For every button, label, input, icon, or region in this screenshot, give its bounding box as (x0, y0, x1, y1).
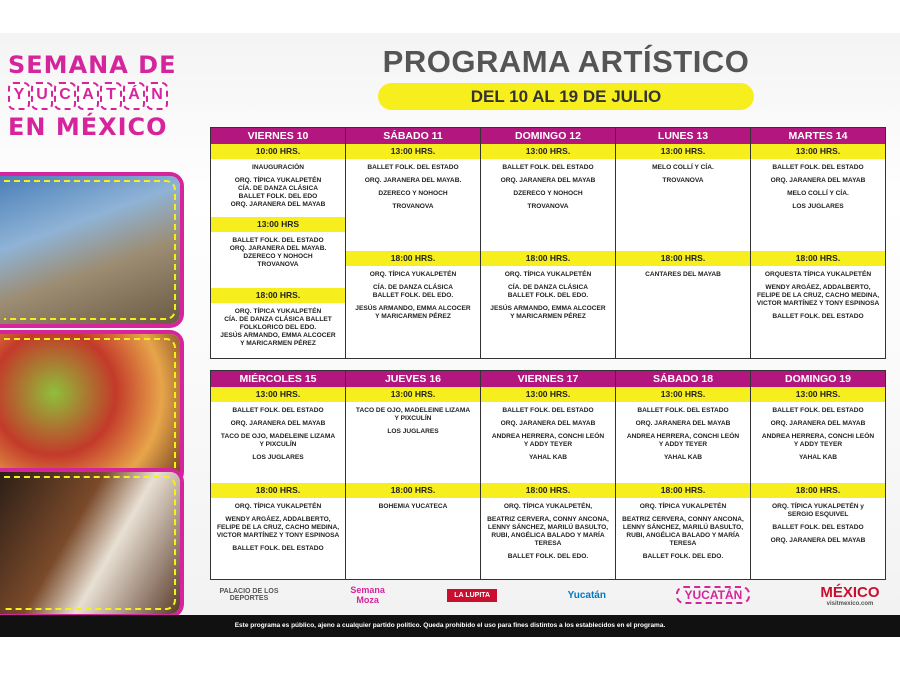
logo-letter: A (77, 82, 99, 110)
time-slot: 13:00 HRS. (616, 144, 750, 159)
performer: JESÚS ARMANDO, EMMA ALCOCER Y MARICARMEN PÉREZ (490, 305, 606, 320)
time-slot: 13:00 HRS. (481, 144, 615, 159)
performers-list (211, 303, 345, 359)
performer: MELO COLLÍ Y CÍA. (652, 164, 714, 171)
performers-list (481, 159, 615, 251)
bottom-white-bar (0, 637, 900, 675)
performers-list (751, 402, 885, 483)
performer: ORQUESTA TÍPICA YUKALPETÉN (764, 271, 872, 278)
performers-list (481, 402, 615, 483)
logo-palacio: PALACIO DE LOS DEPORTES (219, 588, 279, 602)
performer: ORQ. JARANERA DEL MAYAB (770, 537, 866, 544)
performer: BALLET FOLK. DEL ESTADO (502, 407, 594, 414)
logo-la-lupita: LA LUPITA (447, 589, 497, 602)
performer: BALLET FOLK. DEL ESTADO ORQ. JARANERA DEL MAYAB. DZERECO Y NOHOCH TROVANOVA (229, 237, 327, 268)
performer: ORQ. JARANERA DEL MAYAB (635, 420, 731, 427)
time-slot: 13:00 HRS. (346, 387, 480, 402)
photo-frame-dashes (4, 476, 176, 610)
day-header: SÁBADO 11 (346, 128, 480, 144)
logo-line-1: SEMANA DE (8, 51, 177, 79)
performer: ORQ. TÍPICA YUKALPETÉN (639, 503, 727, 510)
logo-mexico-word: MÉXICO (820, 583, 880, 601)
performer: BALLET FOLK. DEL EDO. (507, 553, 589, 560)
performer: CANTARES DEL MAYAB (645, 271, 721, 278)
day-column (481, 128, 616, 358)
logo-letter: Y (8, 82, 30, 110)
performer: ORQ. TÍPICA YUKALPETÉN y SERGIO ESQUIVEL (772, 503, 864, 518)
day-column (346, 128, 481, 358)
performer: BALLET FOLK. DEL ESTADO (772, 524, 864, 531)
performers-list (481, 266, 615, 358)
performer: LOS JUGLARES (252, 454, 304, 461)
performers-list (211, 498, 345, 579)
time-slot: 18:00 HRS. (481, 251, 615, 266)
performer: CÍA. DE DANZA CLÁSICA BALLET FOLK. DEL EDO. (372, 284, 454, 299)
performer: LOS JUGLARES (387, 428, 439, 435)
performer: BALLET FOLK. DEL ESTADO (232, 545, 324, 552)
time-slot: 18:00 HRS. (346, 483, 480, 498)
day-header: JUEVES 16 (346, 371, 480, 387)
performer: ORQ. TÍPICA YUKALPETÉN (369, 271, 457, 278)
performers-list (616, 266, 750, 358)
day-column (211, 128, 346, 358)
performer: DZERECO Y NOHOCH (378, 190, 448, 197)
performer: ORQ. TÍPICA YUKALPETÉN (234, 503, 322, 510)
time-slot: 13:00 HRS. (211, 387, 345, 402)
performers-list (616, 498, 750, 579)
performer: ORQ. JARANERA DEL MAYAB (500, 177, 596, 184)
day-column (481, 371, 616, 579)
performer: DZERECO Y NOHOCH (513, 190, 583, 197)
time-slot: 13:00 HRS. (751, 387, 885, 402)
performer: BALLET FOLK. DEL ESTADO (772, 407, 864, 414)
performers-list (346, 402, 480, 483)
performer: WENDY ARGÁEZ, ADDALBERTO, FELIPE DE LA CRUZ, CACHO MEDINA, VICTOR MARTÍNEZ Y TONY ESPINOSA (216, 516, 340, 539)
performer: WENDY ARGÁEZ, ADDALBERTO, FELIPE DE LA CRUZ, CACHO MEDINA, VICTOR MARTÍNEZ Y TONY ESPINOSA (756, 284, 880, 307)
time-slot: 18:00 HRS. (211, 288, 345, 303)
performer: ANDREA HERRERA, CONCHI LEÓN Y ADDY TEYER (491, 433, 605, 448)
day-header: MIÉRCOLES 15 (211, 371, 345, 387)
performers-list (751, 266, 885, 358)
logo-letter: Á (123, 82, 145, 110)
performer: BALLET FOLK. DEL ESTADO (502, 164, 594, 171)
logo-letter: N (146, 82, 168, 110)
logo-line-3: EN MÉXICO (8, 113, 168, 141)
performer: BALLET FOLK. DEL ESTADO (637, 407, 729, 414)
schedule-week-1 (210, 127, 886, 359)
performer: ANDREA HERRERA, CONCHI LEÓN Y ADDY TEYER (626, 433, 740, 448)
performer: BEATRIZ CERVERA, CONNY ANCONA, LENNY SÁNCHEZ, MARILÚ BASULTO, RUBI, ANGÉLICA BALADO Y MARÍA TERESA (622, 516, 744, 547)
performer: BALLET FOLK. DEL EDO. (642, 553, 724, 560)
performer: JESÚS ARMANDO, EMMA ALCOCER Y MARICARMEN PÉREZ (355, 305, 471, 320)
day-column (346, 371, 481, 579)
page-title: PROGRAMA ARTÍSTICO (382, 44, 750, 79)
performer: ORQ. JARANERA DEL MAYAB (500, 420, 596, 427)
day-header: LUNES 13 (616, 128, 750, 144)
performer: ANDREA HERRERA, CONCHI LEÓN Y ADDY TEYER (761, 433, 875, 448)
time-slot: 18:00 HRS. (616, 251, 750, 266)
performer: CÍA. DE DANZA CLÁSICA BALLET FOLK. DEL EDO. (507, 284, 589, 299)
time-slot: 18:00 HRS. (481, 483, 615, 498)
performers-list (211, 232, 345, 288)
legal-footer: Este programa es público, ajeno a cualquier partido político. Queda prohibido el uso para fines distintos a los establecidos en el programa. (0, 615, 900, 637)
performers-list (616, 159, 750, 251)
performer: ORQ. TÍPICA YUKALPETÉN CÍA. DE DANZA CLÁSICA BALLET FOLKLORICO DEL EDO. JESÚS ARMANDO, EMMA ALCOCER Y MARICARMEN PÉREZ (220, 307, 336, 347)
performer: BEATRIZ CERVERA, CONNY ANCONA, LENNY SÁNCHEZ, MARILÚ BASULTO, RUBI, ANGÉLICA BALADO Y MARÍA TERESA (487, 516, 609, 547)
performers-list (346, 266, 480, 358)
logo-yucatan-letters (8, 82, 193, 110)
performer: ORQ. TÍPICA YUKALPETÉN (504, 271, 592, 278)
photo-dancer (0, 468, 184, 618)
day-column (751, 128, 885, 358)
performers-list (481, 498, 615, 579)
logo-letter: C (54, 82, 76, 110)
performers-list (211, 159, 345, 217)
performer: BALLET FOLK. DEL ESTADO (772, 313, 864, 320)
performer: TROVANOVA (392, 203, 434, 210)
performer: ORQ. JARANERA DEL MAYAB (770, 177, 866, 184)
photo-food (0, 330, 184, 486)
day-header: MARTES 14 (751, 128, 885, 144)
time-slot: 13:00 HRS (211, 217, 345, 232)
day-column (616, 371, 751, 579)
performer: YAHAL KAB (798, 454, 838, 461)
sponsor-logos (210, 578, 890, 612)
photo-frame-dashes (4, 180, 176, 320)
photo-frame-dashes (4, 338, 176, 478)
performer: BALLET FOLK. DEL ESTADO (367, 164, 459, 171)
date-range-banner: DEL 10 AL 19 DE JULIO (378, 83, 754, 110)
time-slot: 18:00 HRS. (346, 251, 480, 266)
performer: TROVANOVA (527, 203, 569, 210)
performers-list (616, 402, 750, 483)
day-header: VIERNES 17 (481, 371, 615, 387)
performer: ORQ. JARANERA DEL MAYAB (230, 420, 326, 427)
time-slot: 18:00 HRS. (211, 483, 345, 498)
time-slot: 10:00 HRS. (211, 144, 345, 159)
performers-list (211, 402, 345, 483)
performer: TACO DE OJO, MADELEINE LIZAMA Y PIXCULÍN (355, 407, 471, 422)
time-slot: 13:00 HRS. (481, 387, 615, 402)
day-header: SÁBADO 18 (616, 371, 750, 387)
schedule-week-2 (210, 370, 886, 580)
performers-list (346, 159, 480, 251)
logo-mexico (810, 584, 890, 607)
day-header: DOMINGO 12 (481, 128, 615, 144)
photo-pyramid (0, 172, 184, 328)
day-column (616, 128, 751, 358)
performer: LOS JUGLARES (792, 203, 844, 210)
logo-yucatan: Yucatán (567, 589, 606, 601)
logo-semana: Semana Moza (350, 585, 385, 605)
performer: ORQ. JARANERA DEL MAYAB. (364, 177, 462, 184)
performer: BOHEMIA YUCATECA (378, 503, 448, 510)
performer: TACO DE OJO, MADELEINE LIZAMA Y PIXCULÍN (220, 433, 336, 448)
day-column (211, 371, 346, 579)
day-header: DOMINGO 19 (751, 371, 885, 387)
performer: BALLET FOLK. DEL ESTADO (232, 407, 324, 414)
logo-yucatan-brand: YUCATÁN (676, 586, 750, 604)
performers-list (751, 159, 885, 251)
performer: MELO COLLÍ Y CÍA. (787, 190, 849, 197)
day-column (751, 371, 885, 579)
logo-letter: T (100, 82, 122, 110)
logo-letter: U (31, 82, 53, 110)
performer: ORQ. TÍPICA YUKALPETÉN, (503, 503, 593, 510)
time-slot: 13:00 HRS. (751, 144, 885, 159)
top-white-bar (0, 0, 900, 33)
performer: INAUGURACIÓN (251, 164, 305, 171)
performer: BALLET FOLK. DEL ESTADO (772, 164, 864, 171)
performer: ORQ. JARANERA DEL MAYAB (770, 420, 866, 427)
performer: TROVANOVA (662, 177, 704, 184)
time-slot: 13:00 HRS. (616, 387, 750, 402)
performer: YAHAL KAB (528, 454, 568, 461)
performers-list (346, 498, 480, 579)
time-slot: 18:00 HRS. (751, 251, 885, 266)
time-slot: 13:00 HRS. (346, 144, 480, 159)
performers-list (751, 498, 885, 579)
time-slot: 18:00 HRS. (751, 483, 885, 498)
day-header: VIERNES 10 (211, 128, 345, 144)
performer: YAHAL KAB (663, 454, 703, 461)
logo-mexico-url: visitmexico.com (826, 600, 874, 607)
time-slot: 18:00 HRS. (616, 483, 750, 498)
performer: ORQ. TÍPICA YUKALPETÉN CÍA. DE DANZA CLÁSICA BALLET FOLK. DEL EDO ORQ. JARANERA DEL MAYAB (230, 177, 326, 208)
event-logo (8, 50, 193, 142)
